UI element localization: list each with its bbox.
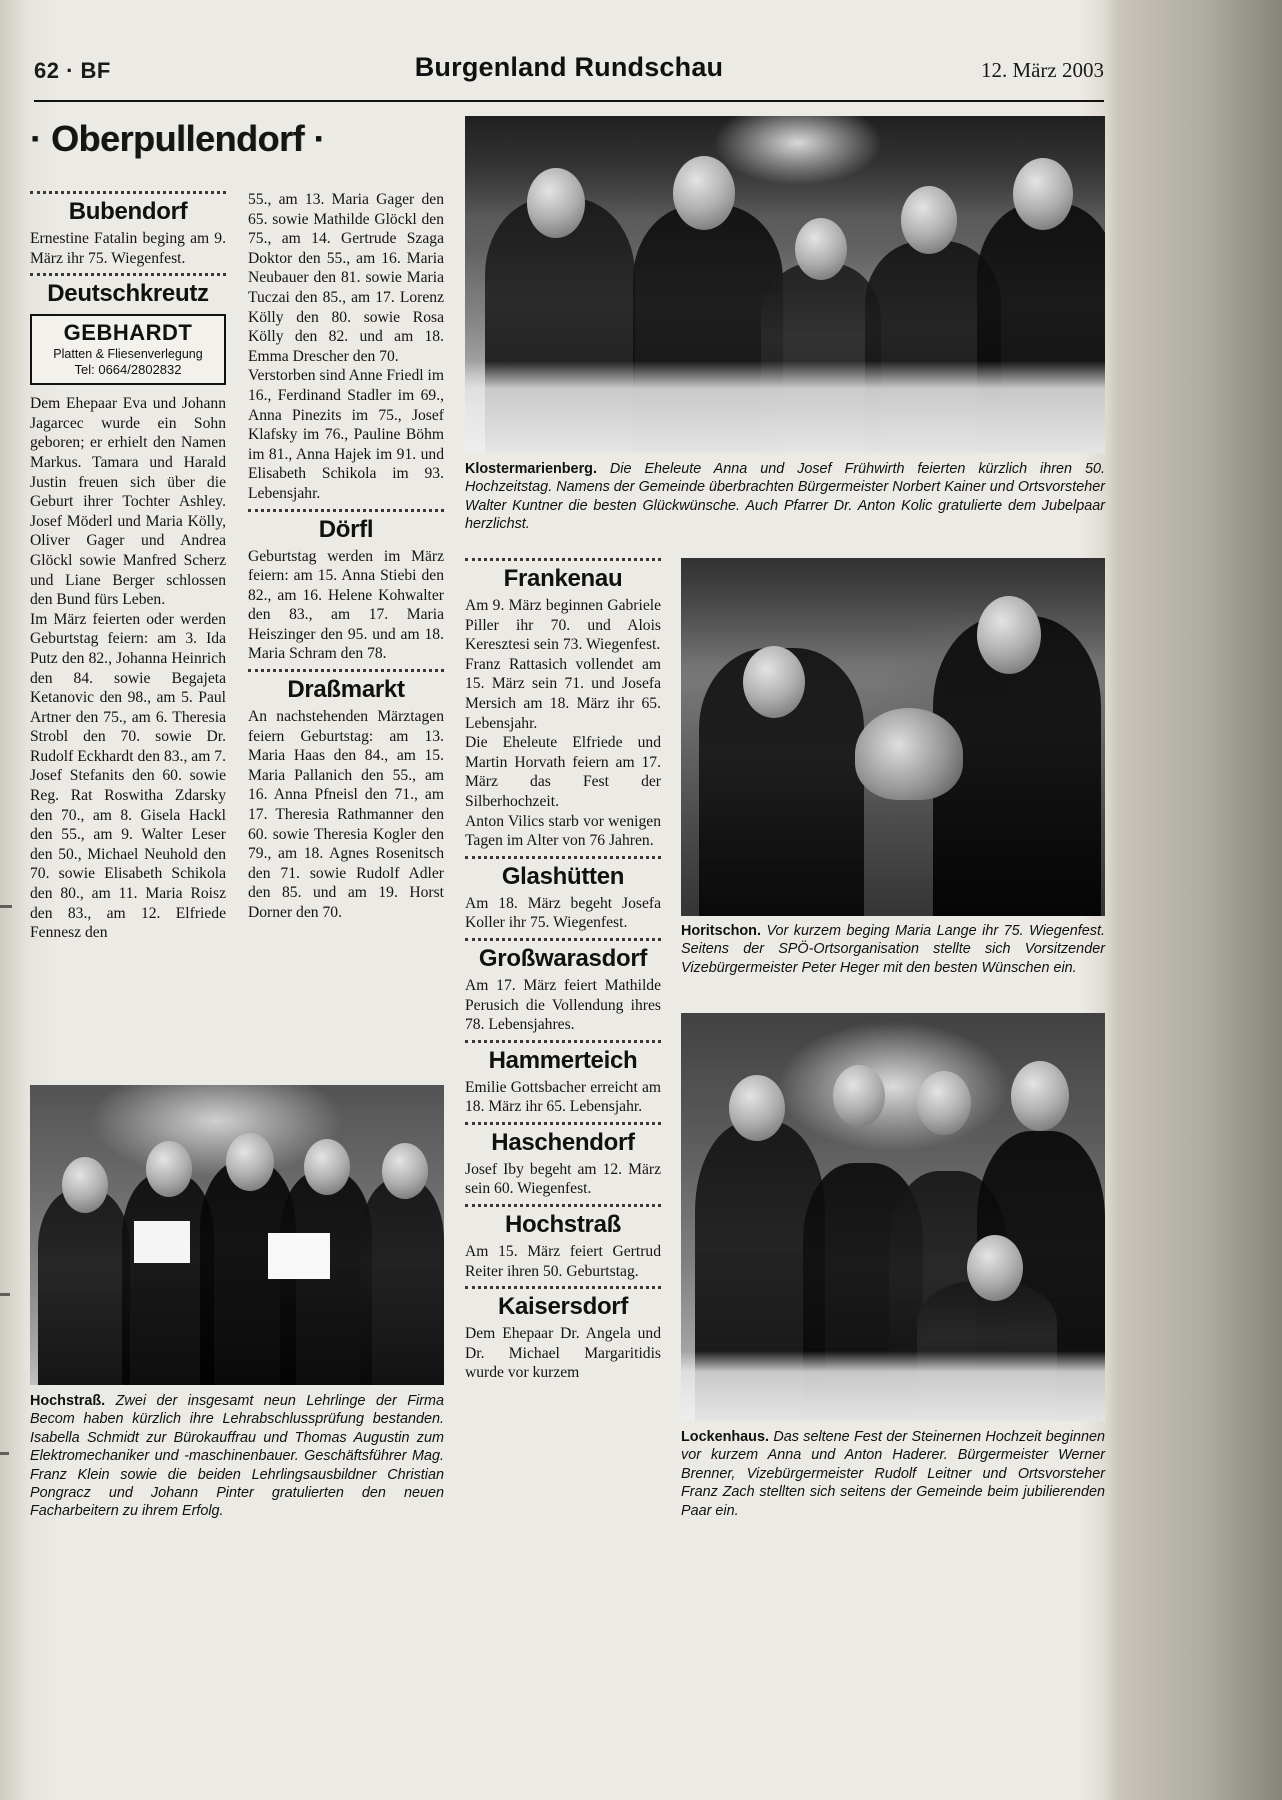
ad-subtitle: Platten & Fliesenverlegung [53, 347, 203, 362]
section-heading-deutschkreutz: Deutschkreutz [47, 280, 209, 308]
ad-telephone: Tel: 0664/2802832 [74, 362, 182, 378]
paragraph: Ernestine Fatalin beging am 9. März ihr 75. Wiegenfest. [30, 230, 226, 267]
paragraph: An nachstehenden Märztagen feiern Geburtstag: am 13. Maria Haas den 84., am 15. Maria Pallanich den 55., am 16. Anna Pfneisl den 71., am 17. Theresia Rathmanner den 60. sowie Theresia Kogler den 79., am 18. Agnes Rosenitsch den 71. sowie Rudolf Adler den 85. und am 19. Horst Dorner den 70. [248, 708, 444, 921]
paragraph: 55., am 13. Maria Gager den 65. sowie Mathilde Glöckl den 75., am 14. Gertrude Szaga Doktor den 55., am 16. Maria Neubauer den 81. sowie Maria Tuczai den 85., am 17. Lorenz Kölly den 80. sowie Rosa Kölly den 82. und am 18. Emma Drescher den 70. [248, 191, 444, 365]
issue-date: 12. März 2003 [980, 58, 1104, 82]
scan-artifact [0, 1293, 10, 1296]
photo-caption-hochstrass [30, 1392, 444, 1521]
paragraph: Im März feierten oder werden Geburtstag feiern: am 3. Ida Putz den 82., Johanna Heinrich den 84. sowie Begajeta Ketanovic den 98., am 5. Paul Artner den 75., am 6. Theresia Strobl den 70. sowie Dr. Rudolf Eckhardt den 83., am 7. Josef Stefanits den 60. sowie Reg. Rat Roswitha Zdarsky den 70., am 8. Gisela Hackl den 55., am 9. Walter Leser den 50., Michael Neuhold den 70. sowie Elisabeth Schikola den 80., am 11. Maria Roisz den 83., am 12. Elfriede Fennesz den [30, 610, 226, 942]
header-rule [34, 100, 1104, 102]
photo-caption-horitschon [681, 922, 1105, 977]
divider-dots [248, 669, 444, 672]
section-heading-haschendorf: Haschendorf [491, 1128, 635, 1156]
divider-dots [30, 191, 226, 194]
scan-artifact [0, 1452, 9, 1455]
text-column-2 [248, 190, 444, 923]
divider-dots [465, 1122, 661, 1125]
section-heading-hammerteich: Hammerteich [488, 1046, 638, 1074]
photo-image [681, 1013, 1105, 1421]
paragraph: Am 17. März feiert Mathilde Perusich die Vollendung ihres 78. Lebensjahres. [465, 976, 661, 1034]
photo-caption-klostermarienberg [465, 460, 1105, 534]
section-heading-hochstrass: Hochstraß [505, 1211, 621, 1239]
divider-dots [465, 1040, 661, 1043]
divider-dots [465, 558, 661, 561]
photo-lockenhaus [681, 1013, 1105, 1421]
photo-image [465, 116, 1105, 453]
region-title: · Oberpullendorf · [30, 118, 325, 159]
paragraph: Am 15. März feiert Gertrud Reiter ihren 50. Geburtstag. [465, 1243, 661, 1280]
section-heading-drassmarkt: Draßmarkt [287, 676, 405, 704]
divider-dots [30, 273, 226, 276]
caption-place: Lockenhaus. [681, 1429, 769, 1445]
caption-place: Klostermarienberg. [465, 461, 597, 477]
section-heading-glashuetten: Glashütten [501, 862, 625, 890]
paragraph: Emilie Gottsbacher erreicht am 18. März ihr 65. Lebensjahr. [465, 1078, 661, 1116]
photo-image [681, 558, 1105, 916]
section-heading-kaisersdorf: Kaisersdorf [497, 1293, 629, 1321]
text-column-3 [465, 553, 661, 1383]
masthead [34, 52, 1104, 94]
paragraph: Franz Rattasich vollendet am 15. März sein 71. und Josefa Mersich am 18. März ihr 65. Lebensjahr. [465, 655, 661, 732]
section-heading-doerfl: Dörfl [318, 515, 374, 543]
paragraph: Josef Iby begeht am 12. März sein 60. Wiegenfest. [465, 1160, 661, 1198]
publication-title: Burgenland Rundschau [414, 52, 724, 82]
caption-text: Vor kurzem beging Maria Lange ihr 75. Wiegenfest. Seitens der SPÖ-Ortsorganisation stellte sich Vorsitzender Vizebürgermeister Peter Heger mit den besten Wünschen ein. [681, 923, 1105, 976]
photo-hochstrass [30, 1085, 444, 1385]
ad-title: GEBHARDT [63, 320, 193, 346]
divider-dots [465, 1204, 661, 1207]
paragraph: Die Eheleute Elfriede und Martin Horvath feiern am 17. März das Fest der Silberhochzeit. [465, 734, 661, 810]
caption-text: Die Eheleute Anna und Josef Frühwirth feierten kürzlich ihren 50. Hochzeitstag. Namens der Gemeinde überbrachten Bürgermeister Norbert Kainer und Ortsvorsteher Walter Kuntner die besten Glückwünsche. Auch Pfarrer Dr. Anton Kolic gratulierte dem Jubelpaar herzlichst. [465, 461, 1105, 533]
caption-place: Horitschon. [681, 923, 761, 939]
paragraph: Anton Vilics starb vor wenigen Tagen im Alter von 76 Jahren. [465, 812, 661, 850]
caption-text: Das seltene Fest der Steinernen Hochzeit beginnen vor kurzem Anna und Anton Haderer. Bürgermeister Werner Brenner, Vizebürgermeister Rudolf Leitner und Ortsvorsteher Franz Zach stellten sich seitens der Gemeinde beim jubilierenden Paar ein. [681, 1429, 1105, 1519]
scan-artifact [0, 905, 12, 908]
photo-klostermarienberg [465, 116, 1105, 453]
paragraph: Dem Ehepaar Eva und Johann Jagarcec wurde ein Sohn geboren; er erhielt den Namen Markus. Tamara und Harald Justin freuen sich über die Geburt ihrer Tochter Ashley. Josef Möderl und Maria Kölly, Oliver Gager und Andrea Glöckl sowie Manfred Scherz und Liane Berger schlossen den Bund fürs Leben. [30, 395, 226, 609]
divider-dots [465, 938, 661, 941]
photo-caption-lockenhaus [681, 1428, 1105, 1520]
page-edge-shadow [1112, 0, 1282, 1800]
section-heading-bubendorf: Bubendorf [68, 198, 188, 225]
photo-horitschon [681, 558, 1105, 916]
section-heading-grosswarasdorf: Großwarasdorf [478, 944, 648, 972]
caption-text: Zwei der insgesamt neun Lehrlinge der Firma Becom haben kürzlich ihre Lehrabschlussprüfung bestanden. Isabella Schmidt zur Bürokauffrau und Thomas Augustin zum Elektromechaniker und -maschinenbauer. Geschäftsführer Mag. Franz Klein sowie die beiden Lehrlingsausbildner Christian Pongracz und Johann Pinter gratulierten den neuen Facharbeitern zu ihrem Erfolg. [30, 1393, 444, 1520]
paragraph: Dem Ehepaar Dr. Angela und Dr. Michael Margaritidis wurde vor kurzem [465, 1325, 661, 1382]
divider-dots [248, 509, 444, 512]
text-column-1 [30, 186, 226, 943]
divider-dots [465, 1286, 661, 1289]
paragraph: Geburtstag werden im März feiern: am 15. Anna Stiebi den 82., am 16. Helene Kohwalter den 83., am 17. Maria Heiszinger den 95. und am 18. Maria Schram den 78. [248, 547, 444, 663]
paragraph: Am 9. März beginnen Gabriele Piller ihr 70. und Alois Keresztesi sein 73. Wiegenfest. [465, 597, 661, 654]
divider-dots [465, 856, 661, 859]
page-number: 62 · BF [34, 58, 111, 83]
advertisement-gebhardt [30, 314, 226, 385]
photo-image [30, 1085, 444, 1385]
paragraph: Verstorben sind Anne Friedl im 16., Ferdinand Stadler im 69., Anna Pinezits im 75., Josef Klafsky im 76., Pauline Böhm im 81., Anna Hajek im 91. und Elisabeth Schikola im 93. Lebensjahr. [248, 367, 444, 502]
caption-place: Hochstraß. [30, 1393, 106, 1409]
paragraph: Am 18. März begeht Josefa Koller ihr 75. Wiegenfest. [465, 894, 661, 932]
section-heading-frankenau: Frankenau [503, 565, 623, 592]
